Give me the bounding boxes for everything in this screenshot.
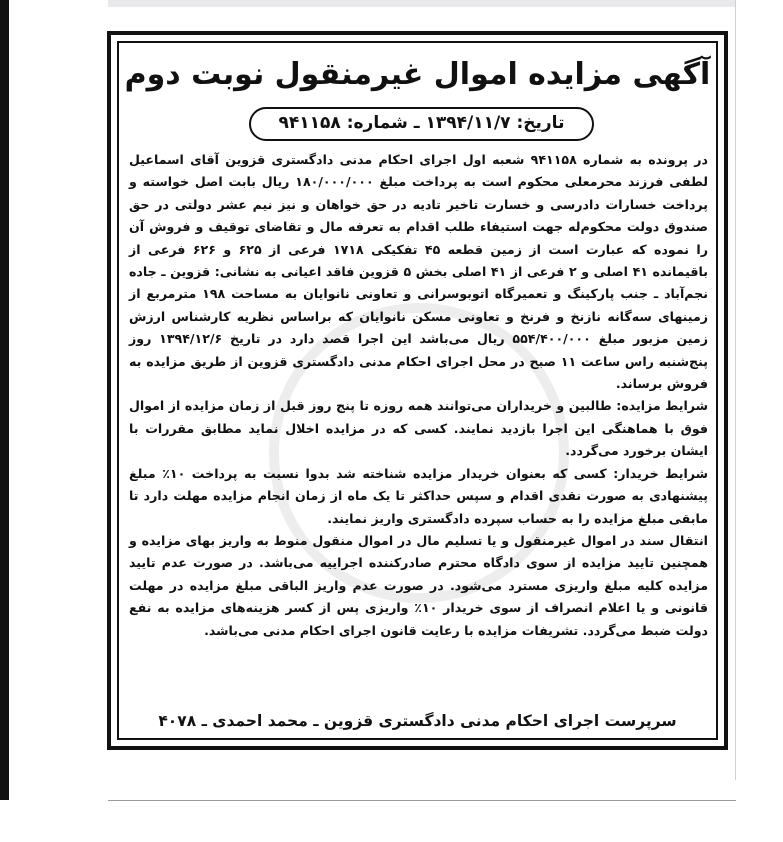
- notice-body: [129, 149, 708, 642]
- notice-frame: [107, 31, 728, 750]
- left-edge-bar: [0, 0, 9, 800]
- notice-signature: سرپرست اجرای احکام مدنی دادگستری قزوین ـ محمد احمدی ـ ۴۰۷۸: [158, 712, 677, 730]
- notice-title: آگهی مزایده اموال غیرمنقول نوبت دوم: [124, 57, 711, 92]
- notice-inner-border: [117, 41, 718, 740]
- bottom-divider: [108, 800, 736, 801]
- top-gray-strip: [108, 0, 736, 7]
- right-edge-line: [735, 0, 736, 780]
- paragraph-auction-conditions: شرایط مزایده: طالبین و خریداران می‌توانند همه روزه تا پنج روز قبل از زمان مزایده از اموال فوق با هماهنگی این اجرا بازدید نمایند. کسی که در مزایده اخلال نماید مطابق مقررات با ایشان برخورد می‌گردد.: [129, 398, 708, 459]
- paragraph-transfer: انتقال سند در اموال غیرمنقول و یا تسلیم مال در اموال منقول منوط به واریز بهای مزایده و همچنین تایید مزایده از سوی دادگاه محترم صادرکننده اجراییه می‌باشد. در صورت عدم تایید مزایده کلیه مبلغ واریزی مسترد می‌شود. در صورت عدم واریز الباقی مبلغ مزایده در مهلت قانونی و یا اعلام انصراف از سوی خریدار ۱۰٪ واریزی پس از کسر هزینه‌های مزایده به نفع دولت ضبط می‌گردد. تشریفات مزایده با رعایت قانون اجرای احکام مدنی می‌باشد.: [129, 532, 708, 638]
- notice-dateline: تاریخ: ۱۳۹۴/۱۱/۷ ـ شماره: ۹۴۱۱۵۸: [249, 107, 594, 141]
- paragraph-buyer-conditions: شرایط خریدار: کسی که بعنوان خریدار مزایده شناخته شد بدوا نسبت به پرداخت ۱۰٪ مبلغ پیشنهادی به صورت نقدی اقدام و سپس حداکثر تا یک ماه از زمان انجام مزایده مهلت دارد تا مابقی مبلغ مزایده را به حساب سپرده دادگستری واریز نمایند.: [129, 465, 708, 526]
- paragraph-case: در پرونده به شماره ۹۴۱۱۵۸ شعبه اول اجرای احکام مدنی دادگستری قزوین آقای اسماعیل لطفی فرزند محرمعلی محکوم است به پرداخت مبلغ ۱۸۰/۰۰۰/۰۰۰ ریال بابت اصل خواسته و پرداخت خسارات دادرسی و خسارت تاخیر تادیه در حق خواهان و نیز نیم عشر دولتی در حق صندوق دولت محکوم‌له جهت استیفاء طلب اقدام به تعرفه مال و تقاضای توقیف و فروش آن را نموده که عبارت است از زمین قطعه ۴۵ تفکیکی ۱۷۱۸ فرعی از ۶۲۵ و ۶۲۶ فرعی از باقیمانده ۴۱ اصلی و ۲ فرعی از ۴۱ اصلی بخش ۵ قزوین فاقد اعیانی به نشانی: قزوین ـ جاده نجم‌آباد ـ جنب پارکینگ و تعمیرگاه اتوبوسرانی و تعاونی نانوایان به مساحت ۱۹۸ مترمربع از زمینهای سه‌گانه نازنخ و فرنخ و تعاونی مسکن نانوایان که براساس نظریه کارشناس ارزش زمین مزبور مبلغ ۵۵۴/۴۰۰/۰۰۰ ریال می‌باشد این اجرا قصد دارد در تاریخ ۱۳۹۴/۱۲/۶ روز پنج‌شنبه راس ساعت ۱۱ صبح در محل اجرای احکام مدنی دادگستری قزوین از طریق مزایده به فروش برساند.: [129, 152, 709, 392]
